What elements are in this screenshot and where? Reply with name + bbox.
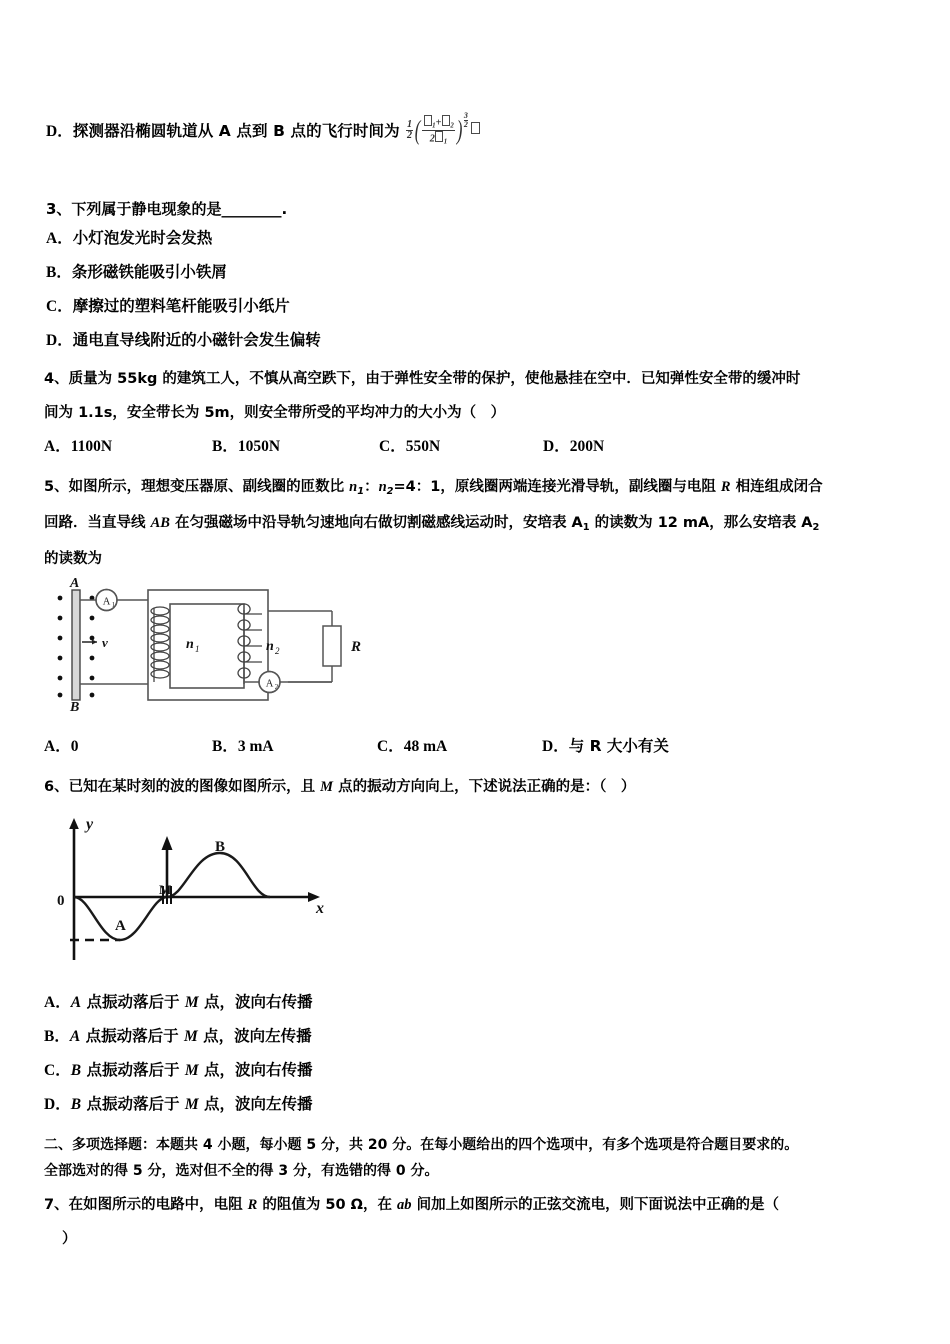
m-point-label: M: [159, 882, 172, 897]
point-b-label: B: [215, 839, 226, 855]
q3-stem: 3、下列属于静电现象的是________.: [46, 200, 288, 218]
q5-option-b-label: B．: [212, 738, 238, 755]
q4-option-a-label: A．: [44, 438, 71, 455]
ammeter-a2: [259, 672, 280, 693]
svg-text:1: 1: [111, 601, 116, 609]
q3-option-a-text: 小灯泡发光时会发热: [72, 229, 213, 247]
missing-glyph-box-icon: [471, 122, 480, 134]
formula-inner-fraction: [422, 115, 455, 147]
q5-AB-symbol: AB: [150, 515, 170, 531]
q5-option-c-text: 48 mA: [403, 738, 448, 755]
q3-option-d-label: D．: [46, 332, 73, 349]
missing-glyph-box-icon: [442, 115, 450, 126]
formula-exponent: $\frac{3}{2}$: [463, 111, 468, 130]
ammeter-a1: [96, 590, 117, 611]
resistor-r: [323, 626, 341, 666]
q2-option-d-text: 探测器沿椭圆轨道从 A 点到 B 点的飞行时间为: [72, 122, 400, 140]
q4-option-d-label: D．: [543, 438, 570, 455]
q5-option-b-text: 3 mA: [237, 738, 274, 755]
q5-R-symbol: R: [720, 479, 731, 495]
q2-option-d-row: [46, 123, 400, 140]
velocity-label: v: [102, 635, 108, 650]
q4-option-d: [543, 434, 604, 456]
x-axis-label: x: [316, 900, 324, 917]
rod-top-label: A: [70, 578, 80, 591]
section2-line1: 二、多项选择题：本题共 4 小题，每小题 5 分，共 20 分。在每小题给出的四个选项中，有多个选项是符合题目要求的。: [44, 1137, 799, 1153]
formula-left-paren: (: [414, 115, 421, 146]
svg-text:1: 1: [195, 644, 200, 654]
point-a-label: A: [115, 918, 126, 934]
q7-R-symbol: R: [247, 1197, 258, 1213]
ammeter-a1-label: A: [102, 596, 111, 608]
q5-stem-line2: 回路．当直导线 AB 在匀强磁场中沿导轨匀速地向右做切割磁感线运动时，安培表 A1 的读数为 12 mA，那么安培表 A2: [44, 515, 820, 533]
q4-stem-line2: [44, 396, 505, 430]
formula-inner-denominator: 2 $_1$: [422, 131, 455, 146]
q5-option-c: [377, 734, 447, 756]
q4-option-b: [212, 434, 280, 456]
q5-stem-line1: 5、如图所示，理想变压器原、副线圈的匝数比 $n_1$：$n_2=4$：1，原线圈两端连接光滑导轨，副线圈与电阻 R 相连组成闭合: [44, 479, 823, 497]
formula-lead-fraction: $\frac{1}{2}$: [407, 119, 413, 142]
q6-option-a: A．A 点振动落后于 M 点，波向右传播: [44, 993, 313, 1011]
q4-option-b-label: B．: [212, 438, 238, 455]
q4-option-a-text: 1100N: [70, 438, 113, 455]
velocity-arrow: [82, 640, 97, 645]
q2-option-d-formula: [406, 112, 480, 147]
y-axis-label: y: [86, 816, 94, 833]
resistor-label: R: [351, 639, 362, 655]
formula-right-paren: ): [456, 115, 463, 146]
q3-option-b: [46, 260, 227, 282]
q7-stem-line1: 7、在如图所示的电路中，电阻 R 的阻值为 50 Ω，在 ab 间加上如图所示的正弦交流电，则下面说法中正确的是（: [44, 1197, 780, 1213]
q5-stem-line1-eq: =4：1，原线圈两端连接光滑导轨，副线圈与电阻: [393, 479, 721, 495]
q3-option-c-text: 摩擦过的塑料笔杆能吸引小纸片: [72, 297, 290, 315]
q3-option-d: [46, 328, 321, 350]
magnetic-field-dots-right: [90, 596, 95, 698]
q5-ammeter1-symbol: A: [571, 515, 583, 531]
q6-option-b: B．A 点振动落后于 M 点，波向左传播: [44, 1027, 312, 1045]
q5-option-a-text: 0: [70, 738, 79, 755]
q3-option-b-text: 条形磁铁能吸引小铁屑: [71, 263, 227, 281]
q6-option-b-label: B．: [44, 1028, 70, 1045]
ammeter-a2-label: A: [265, 678, 274, 690]
q4-buffer-time: 1.1s: [78, 405, 113, 421]
q5-stem-line1-a: 5、如图所示，理想变压器原、副线圈的匝数比: [44, 479, 350, 495]
q5-stem-line1-tail: 相连组成闭合: [730, 479, 823, 495]
q6-M-symbol: M: [320, 779, 334, 795]
q6-option-c: C．B 点振动落后于 M 点，波向右传播: [44, 1061, 313, 1079]
q4-option-a: [44, 434, 112, 456]
q3-option-a-label: A．: [46, 230, 73, 247]
primary-coil-label: n: [186, 637, 194, 652]
q6-option-c-label: C．: [44, 1062, 71, 1079]
q6-option-a-label: A．: [44, 994, 71, 1011]
q6-stem: 6、已知在某时刻的波的图像如图所示，且 M 点的振动方向向上，下述说法正确的是：（ ）: [44, 779, 636, 795]
origin-label: 0: [57, 893, 65, 909]
q7-ab-symbol: ab: [397, 1197, 412, 1213]
x-axis: [74, 892, 320, 902]
rod-ab: [72, 590, 80, 700]
section2-line2: 全部选对的得 5 分，选对但不全的得 3 分，有选错的得 0 分。: [44, 1163, 439, 1179]
q3-option-d-text: 通电直导线附近的小磁针会发生偏转: [72, 331, 321, 349]
q5-option-a: [44, 734, 78, 756]
q7-stem-line2: ）: [62, 1231, 77, 1247]
missing-glyph-box-icon: [435, 131, 443, 142]
q4-option-c: [379, 434, 440, 456]
primary-coil: [151, 607, 169, 682]
q5-stem-line3: 的读数为: [44, 551, 102, 567]
q4-option-c-text: 550N: [405, 438, 441, 455]
svg-text:2: 2: [275, 646, 280, 656]
magnetic-field-dots-left: [58, 596, 63, 698]
q2-option-d-label: D．: [46, 123, 73, 140]
q6-figure-wave-graph: [52, 812, 352, 977]
q5-figure-transformer-circuit: [44, 578, 384, 713]
q5-option-a-label: A．: [44, 738, 71, 755]
q5-option-d: [542, 734, 669, 756]
missing-glyph-box-icon: [424, 115, 432, 126]
q3-option-b-label: B．: [46, 264, 72, 281]
q5-n2-symbol: n: [378, 479, 387, 495]
q3-option-c: [46, 294, 290, 316]
q6-option-d-label: D．: [44, 1096, 71, 1113]
q5-option-d-text: 与 R 大小有关: [568, 737, 669, 755]
q3-option-a: [46, 226, 212, 248]
q5-option-c-label: C．: [377, 738, 404, 755]
q5-option-b: [212, 734, 274, 756]
svg-text:2: 2: [274, 683, 279, 691]
q4-stem-line1: 4、质量为 55kg 的建筑工人，不慎从高空跌下，由于弹性安全带的保护，使他悬挂在空中．已知弹性安全带的缓冲时: [44, 371, 801, 387]
q4-belt-length: 5m: [204, 405, 230, 421]
formula-inner-numerator: $_1$+ $_2$: [422, 115, 455, 131]
q4-stem-line2-pre: 间为: [44, 405, 79, 421]
q5-ammeter2-symbol: A: [801, 515, 813, 531]
q4-option-b-text: 1050N: [237, 438, 281, 455]
q6-option-d: D．B 点振动落后于 M 点，波向左传播: [44, 1095, 313, 1113]
q4-stem-line2-mid: ，安全带长为: [112, 405, 205, 421]
q3-option-c-label: C．: [46, 298, 73, 315]
q4-stem-line2-post: ，则安全带所受的平均冲力的大小为（ ）: [229, 405, 506, 421]
q5-n1-symbol: n: [349, 479, 358, 495]
q4-option-d-text: 200N: [569, 438, 605, 455]
rod-bottom-label: B: [70, 700, 80, 713]
secondary-coil-label: n: [266, 639, 274, 654]
secondary-coil: [238, 604, 262, 684]
q5-option-d-label: D．: [542, 738, 569, 755]
q4-option-c-label: C．: [379, 438, 406, 455]
